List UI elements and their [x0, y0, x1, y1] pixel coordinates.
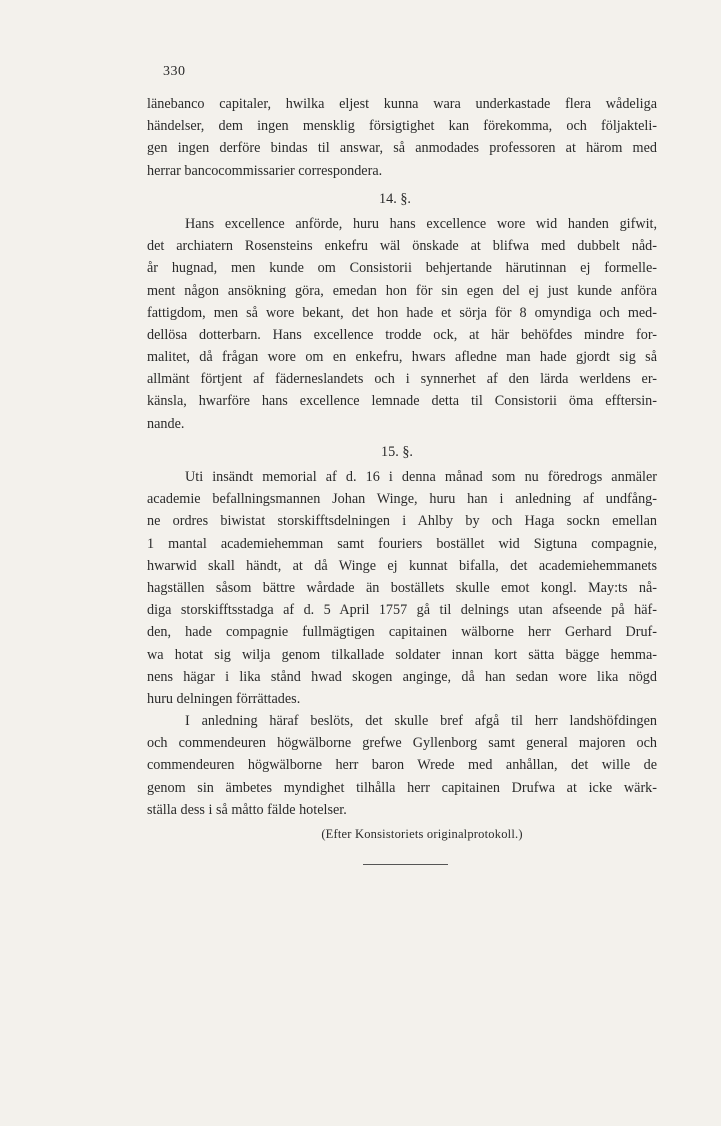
- text-line: år hugnad, men kunde om Consistorii behjertande härutinnan ej formelle-: [147, 260, 657, 277]
- text-line: nande.: [147, 415, 185, 432]
- text-line: commendeuren högwälborne herr baron Wrede med anhållan, det wille de: [147, 757, 657, 774]
- text-line: gen ingen derföre bindas til answar, så anmodades professoren at härom med: [147, 140, 657, 157]
- text-line: den, hade compagnie fullmägtigen capitainen wälborne herr Gerhard Druf-: [147, 624, 657, 641]
- section-heading-15: 15. §.: [381, 443, 413, 460]
- text-line: känsla, hwarföre hans excellence lemnade detta til Consistorii öma efftersin-: [147, 393, 657, 410]
- text-line: Uti insändt memorial af d. 16 i denna månad som nu föredrogs anmäler: [185, 469, 657, 485]
- page-number: 330: [163, 64, 186, 79]
- intro-paragraph: [147, 93, 657, 182]
- text-line: 1 mantal academiehemman samt fouriers bostället wid Sigtuna compagnie,: [147, 535, 657, 552]
- text-line: Hans excellence anförde, huru hans excellence wore wid handen gifwit,: [185, 215, 657, 232]
- text-line: ne ordres biwistat storskifftsdelningen i Ahlby by och Haga sockn emellan: [147, 513, 657, 530]
- text-line: det archiatern Rosensteins enkefru wäl önskade at blifwa med dubbelt nåd-: [147, 238, 657, 255]
- text-line: hagställen såsom bättre wårdade än boställets skulle emot kongl. May:ts nå-: [147, 579, 657, 596]
- text-line: academie befallningsmannen Johan Winge, huru han i anledning af undfång-: [147, 491, 657, 508]
- text-line: ställa dess i så måtto fälde hotelser.: [147, 801, 347, 818]
- text-line: genom sin ämbetes myndighet tilhålla herr capitainen Drufwa at icke wärk-: [147, 779, 657, 796]
- source-note: (Efter Konsistoriets originalprotokoll.): [321, 827, 523, 841]
- text-line: allmänt förtjent af fäderneslandets och i synnerhet af den lärda werldens er-: [147, 371, 657, 388]
- section-15-paragraph-1: [147, 466, 657, 710]
- text-line: huru delningen förrättades.: [147, 690, 301, 707]
- text-line: diga storskifftsstadga af d. 5 April 1757 gå til delnings utan afseende på häf-: [147, 602, 657, 619]
- text-line: herrar bancocommissarier correspondera.: [147, 162, 383, 179]
- text-line: dellösa dotterbarn. Hans excellence trodde ock, at här behöfdes mindre for-: [147, 326, 657, 343]
- text-line: och commendeuren högwälborne grefwe Gyllenborg samt general majoren och: [147, 735, 657, 752]
- text-line: ment någon ansökning göra, emedan hon för sin egen del ej just kunde anföra: [147, 282, 657, 299]
- text-line: wa hotat sig wilja genom tilkallade soldater innan kort sätta bägge hemma-: [147, 646, 657, 663]
- text-block: [147, 93, 657, 845]
- text-line: hwarwid skall händt, at då Winge ej kunnat bifalla, det academiehemmanets: [147, 557, 657, 574]
- text-line: nens hägar i lika stånd hwad skogen anginge, då han sedan wore lika nögd: [147, 668, 657, 685]
- text-line: I anledning häraf beslöts, det skulle bref afgå til herr landshöfdingen: [185, 713, 657, 730]
- section-divider: [363, 864, 448, 865]
- section-14-paragraph: [147, 213, 657, 435]
- section-heading-14: 14. §.: [379, 190, 411, 207]
- text-line: malitet, då frågan wore om en enkefru, hwars afledne man hade gjordt sig så: [147, 349, 657, 366]
- text-line: händelser, dem ingen mensklig försigtighet kan förekomma, och följakteli-: [147, 118, 657, 135]
- section-15-paragraph-2: [147, 710, 657, 821]
- text-line: länebanco capitaler, hwilka eljest kunna wara underkastade flera wådeliga: [147, 96, 657, 112]
- text-line: fattigdom, men så wore bekant, det hon hade et sörja för 8 omyndiga och med-: [147, 304, 657, 321]
